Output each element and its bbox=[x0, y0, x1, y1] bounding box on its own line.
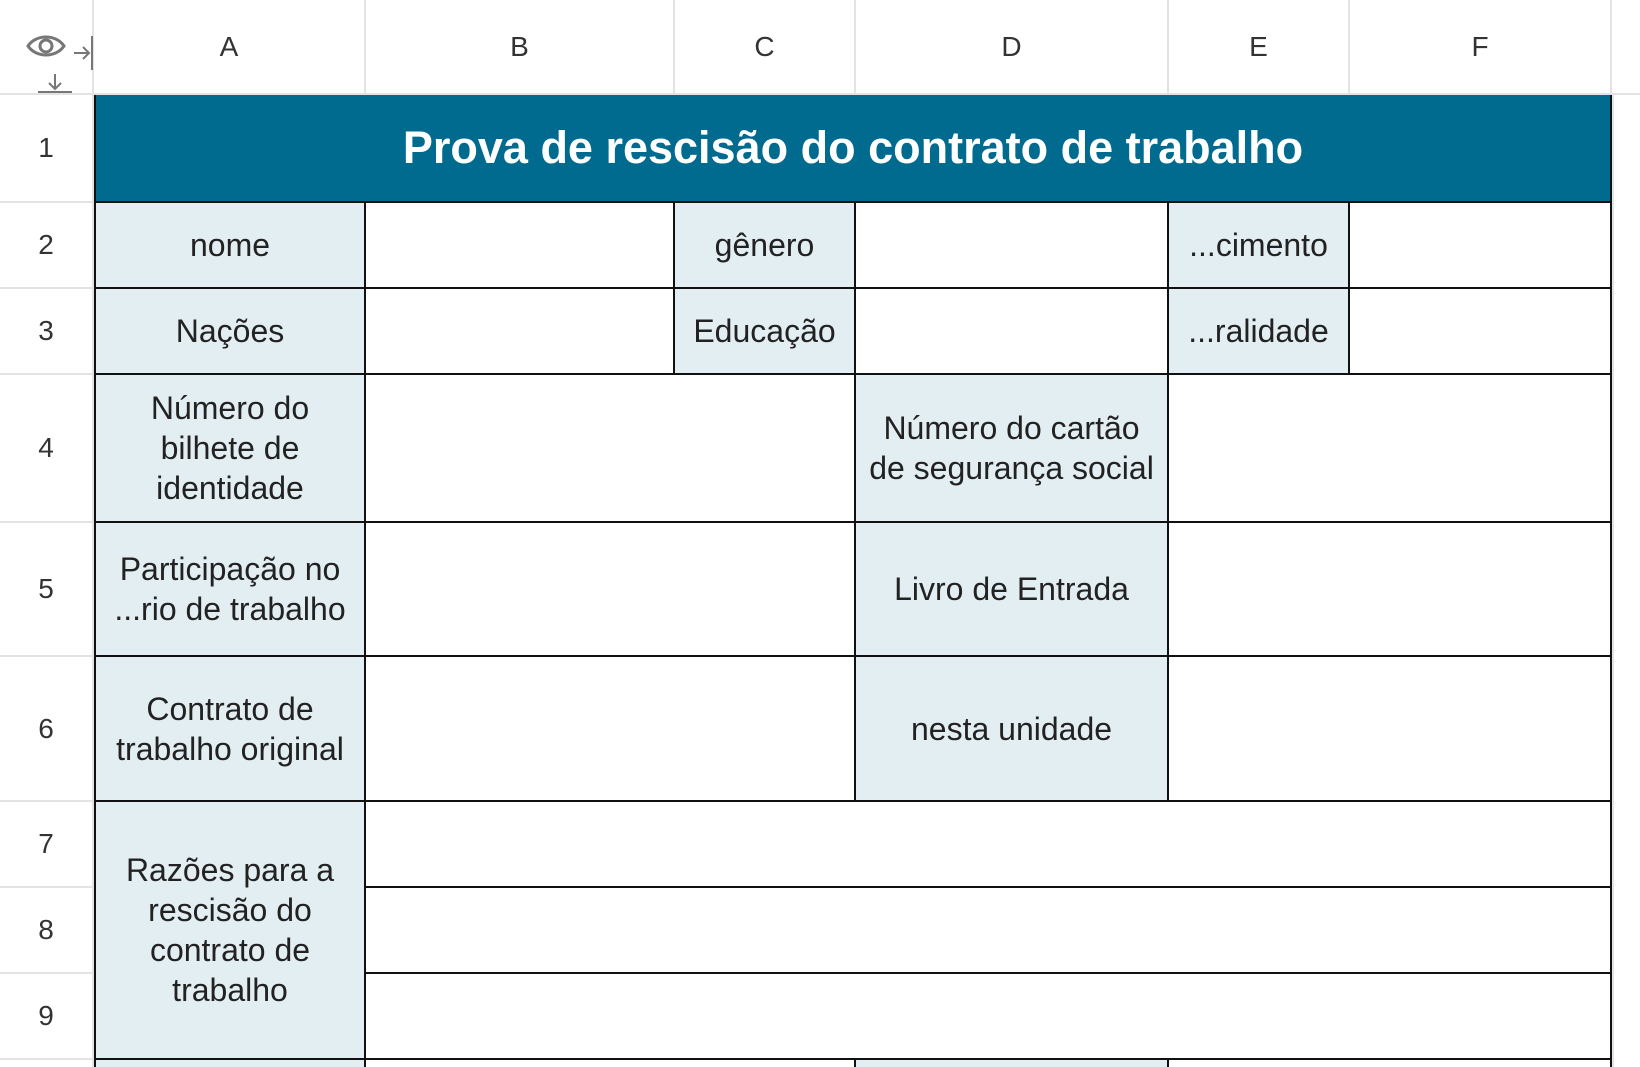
input-razoes-linha-1[interactable] bbox=[366, 802, 1612, 888]
label-nacoes[interactable]: Nações bbox=[96, 289, 366, 375]
input-razoes-linha-2[interactable] bbox=[366, 888, 1612, 974]
label-bilhete-identidade[interactable]: Número do bilhete de identidade bbox=[96, 375, 366, 523]
column-header-e[interactable]: E bbox=[1169, 0, 1350, 95]
column-header-d[interactable]: D bbox=[856, 0, 1169, 95]
column-header-overflow bbox=[1612, 0, 1640, 95]
row-header-9[interactable]: 9 bbox=[0, 974, 94, 1060]
row-header-6[interactable]: 6 bbox=[0, 657, 94, 802]
label-nome[interactable]: nome bbox=[96, 203, 366, 289]
input-livro-entrada[interactable] bbox=[1169, 523, 1612, 657]
label-nascimento[interactable]: ...cimento bbox=[1169, 203, 1350, 289]
row-header-8[interactable]: 8 bbox=[0, 888, 94, 974]
input-seguranca-social[interactable] bbox=[1169, 375, 1612, 523]
label-genero[interactable]: gênero bbox=[675, 203, 856, 289]
column-header-c[interactable]: C bbox=[675, 0, 856, 95]
input-educacao[interactable] bbox=[856, 289, 1169, 375]
label-razoes-rescisao[interactable]: Razões para a rescisão do contrato de trabalho bbox=[96, 802, 366, 1060]
row-10-label-partial bbox=[96, 1060, 366, 1067]
label-nesta-unidade[interactable]: nesta unidade bbox=[856, 657, 1169, 802]
sheet-corner bbox=[0, 0, 94, 95]
input-nome[interactable] bbox=[366, 203, 675, 289]
column-header-b[interactable]: B bbox=[366, 0, 675, 95]
label-seguranca-social[interactable]: Número do cartão de segurança social bbox=[856, 375, 1169, 523]
input-razoes-linha-3[interactable] bbox=[366, 974, 1612, 1060]
label-contrato-original[interactable]: Contrato de trabalho original bbox=[96, 657, 366, 802]
row-header-5[interactable]: 5 bbox=[0, 523, 94, 657]
row-header-2[interactable]: 2 bbox=[0, 203, 94, 289]
label-educacao[interactable]: Educação bbox=[675, 289, 856, 375]
eye-icon[interactable] bbox=[26, 32, 66, 65]
label-livro-entrada[interactable]: Livro de Entrada bbox=[856, 523, 1169, 657]
row-10-value-partial bbox=[366, 1060, 856, 1067]
row-header-4[interactable]: 4 bbox=[0, 375, 94, 523]
row-header-1[interactable]: 1 bbox=[0, 95, 94, 203]
row-10-value2-partial bbox=[1169, 1060, 1612, 1067]
input-genero[interactable] bbox=[856, 203, 1169, 289]
label-nacionalidade[interactable]: ...ralidade bbox=[1169, 289, 1350, 375]
row-10-label2-partial bbox=[856, 1060, 1169, 1067]
row-header-10 bbox=[0, 1060, 94, 1067]
label-participacao-trabalho[interactable]: Participação no ...rio de trabalho bbox=[96, 523, 366, 657]
input-bilhete-identidade[interactable] bbox=[366, 375, 856, 523]
input-participacao-trabalho[interactable] bbox=[366, 523, 856, 657]
row-header-7[interactable]: 7 bbox=[0, 802, 94, 888]
column-header-a[interactable]: A bbox=[94, 0, 366, 95]
title-cell[interactable]: Prova de rescisão do contrato de trabalho bbox=[96, 95, 1612, 203]
column-header-f[interactable]: F bbox=[1350, 0, 1612, 95]
sheet-overflow-area bbox=[1612, 95, 1640, 1067]
input-nascimento[interactable] bbox=[1350, 203, 1612, 289]
input-nacionalidade[interactable] bbox=[1350, 289, 1612, 375]
input-nesta-unidade[interactable] bbox=[1169, 657, 1612, 802]
row-header-3[interactable]: 3 bbox=[0, 289, 94, 375]
input-nacoes[interactable] bbox=[366, 289, 675, 375]
input-contrato-original[interactable] bbox=[366, 657, 856, 802]
